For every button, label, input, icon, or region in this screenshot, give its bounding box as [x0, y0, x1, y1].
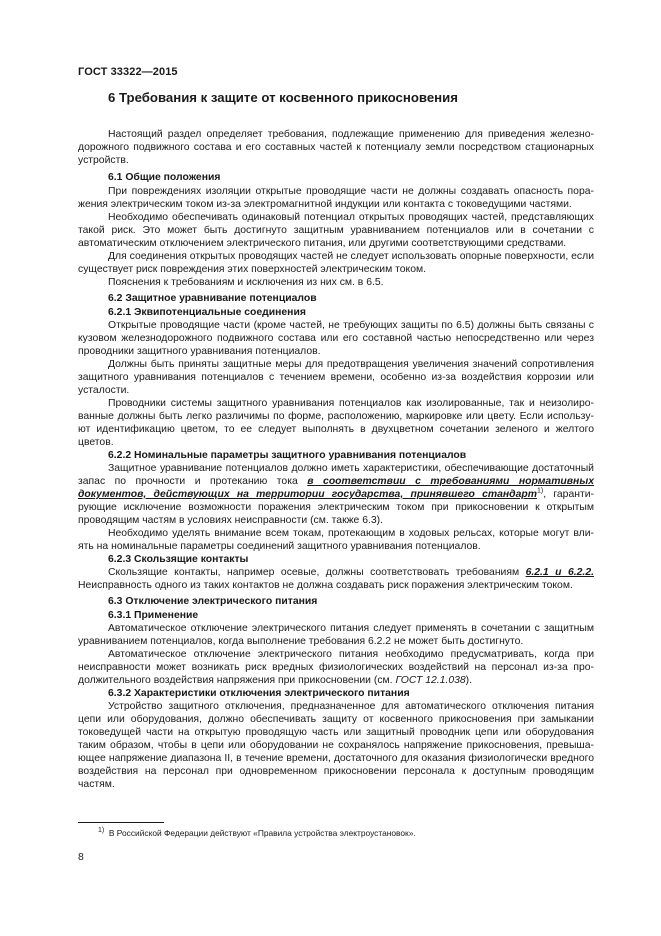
paragraph-6-2-3-1 [78, 566, 594, 592]
paragraph-6-3-2-1: Устройство защитного отключения, предназначенное для автоматического отключения питания цепи или оборудования, должно обеспечивать защиту от косвенного прикосновения при замыкании токоведущей части на открытую проводящую часть или защитный проводник цепи или оборудования таким образом, чтобы в цепи или оборудовании не сохранялось напряжение прикосновения, превышающее напряжение диапазона II, в течение времени, достаточного для оказания физиологически вредного воздействия на персонал при одновременном прикосновении персонала к доступным проводящим частям. [78, 701, 594, 790]
heading-6-3: 6.3 Отключение электрического питания [108, 596, 318, 607]
clause-reference: 6.2.1 и 6.2.2. [525, 567, 594, 578]
paragraph-6-3-1-2-end: ). [465, 675, 473, 686]
heading-6-2-3: 6.2.3 Скользящие контакты [108, 554, 249, 565]
normative-documents-reference: в соответствии с требованиями нормативных документов, действующих на территории государства, принявшего стандарт [78, 476, 594, 500]
paragraph-6-2-1-1: Открытые проводящие части (кроме частей, не требующих защиты по 6.5) должны быть связаны с кузовом железнодорожного подвижного состава или его составной частью непосредственно или через проводники защитного уравнивания потенциалов. [78, 320, 594, 357]
paragraph-6-1-4: Пояснения к требованиям и исключения из них см. в 6.5. [108, 277, 384, 288]
footnote [98, 828, 416, 838]
heading-6-1: 6.1 Общие положения [108, 172, 221, 183]
footnote-separator [78, 822, 164, 823]
paragraph-6-2-2-1 [78, 462, 594, 527]
footnote-number: 1) [98, 827, 105, 835]
paragraph-6-1-2: Необходимо обеспечивать одинаковый потенциал открытых проводящих частей, представляющих такой риск. Это может быть достигнуто защитным уравниванием потенциалов или в сочетании с автоматическим отключением электрического питания, или другими соответствующими средствами. [78, 212, 594, 249]
paragraph-6-2-3-1-start: Скользящие контакты, например осевые, должны соответствовать требованиям [108, 567, 526, 578]
page-number: 8 [78, 852, 84, 863]
section-title: 6 Требования к защите от косвенного прикосновения [108, 90, 458, 105]
paragraph-6-1-3: Для соединения открытых проводящих частей не следует использовать опорные поверхности, если существует риск повреждения этих поверхностей электрическим током. [78, 251, 594, 275]
heading-6-3-2: 6.3.2 Характеристики отключения электрического питания [108, 688, 410, 699]
heading-6-3-1: 6.3.1 Применение [108, 610, 199, 621]
standard-reference: ГОСТ 12.1.038 [395, 675, 466, 686]
heading-6-2: 6.2 Защитное уравнивание потенциалов [108, 293, 317, 304]
paragraph-6-1-1: При повреждениях изоляции открытые проводящие части не должны создавать опасность поражения электрическим током из-за электромагнитной индукции или контакта с токоведущими частями. [78, 186, 594, 210]
footnote-marker: 1) [536, 487, 544, 495]
running-title: ГОСТ 33322—2015 [78, 66, 178, 78]
paragraph-6-2-2-2: Необходимо уделять внимание всем токам, протекающим в ходовых рельсах, которые могут влиять на номинальные параметры соединений защитного уравнивания потенциалов. [78, 528, 594, 552]
heading-6-2-2: 6.2.2 Номинальные параметры защитного уравнивания потенциалов [108, 450, 467, 461]
page-content [78, 90, 594, 791]
paragraph-6-2-2-1-start: Защитное уравнивание потенциалов должно иметь характеристики, обеспечивающие достаточный запас по прочности и протеканию тока [78, 463, 594, 487]
section-intro: Настоящий раздел определяет требования, подлежащие применению для приведения железнодорожного подвижного состава и его составных частей к потенциалу земли посредством стационарных устройств. [78, 129, 594, 166]
paragraph-6-3-1-2-start: Автоматическое отключение электрического питания необходимо предусматривать, когда при неисправности может возникать риск вредных физиологических воздействий на персонал из-за продолжительного воздействия напряжения при прикосновении (см. [78, 649, 594, 686]
paragraph-6-3-1-1: Автоматическое отключение электрического питания следует применять в сочетании с защитным уравниванием потенциалов, когда выполнение требования 6.2.2 не может быть достигнуто. [78, 623, 594, 647]
paragraph-6-2-3-1-end: Неисправность одного из таких контактов не должна создавать риск поражения электрическим током. [78, 580, 573, 591]
footnote-text: В Российской Федерации действуют «Правила устройства электроустановок». [108, 828, 416, 838]
paragraph-6-3-1-2 [78, 648, 594, 687]
heading-6-2-1: 6.2.1 Эквипотенциальные соединения [108, 307, 306, 318]
paragraph-6-2-1-2: Должны быть приняты защитные меры для предотвращения увеличения значений сопротивления защитного уравнивания потенциалов с течением времени, особенно из-за воздействия коррозии или усталости. [78, 359, 594, 396]
paragraph-6-2-1-3: Проводники системы защитного уравнивания потенциалов как изолированные, так и неизолированные должны быть легко различимы по форме, расположению, маркировке или цвету. Если используют идентификацию цветом, то ее следует выполнять в двухцветном сочетании зеленого и желтого цветов. [78, 398, 594, 448]
paragraph-6-2-2-1-end: , гарантирующие исключение возможности поражения электрическим током при прикосновении к открытым проводящим частям в условиях неисправности (см. также 6.3). [78, 489, 594, 526]
